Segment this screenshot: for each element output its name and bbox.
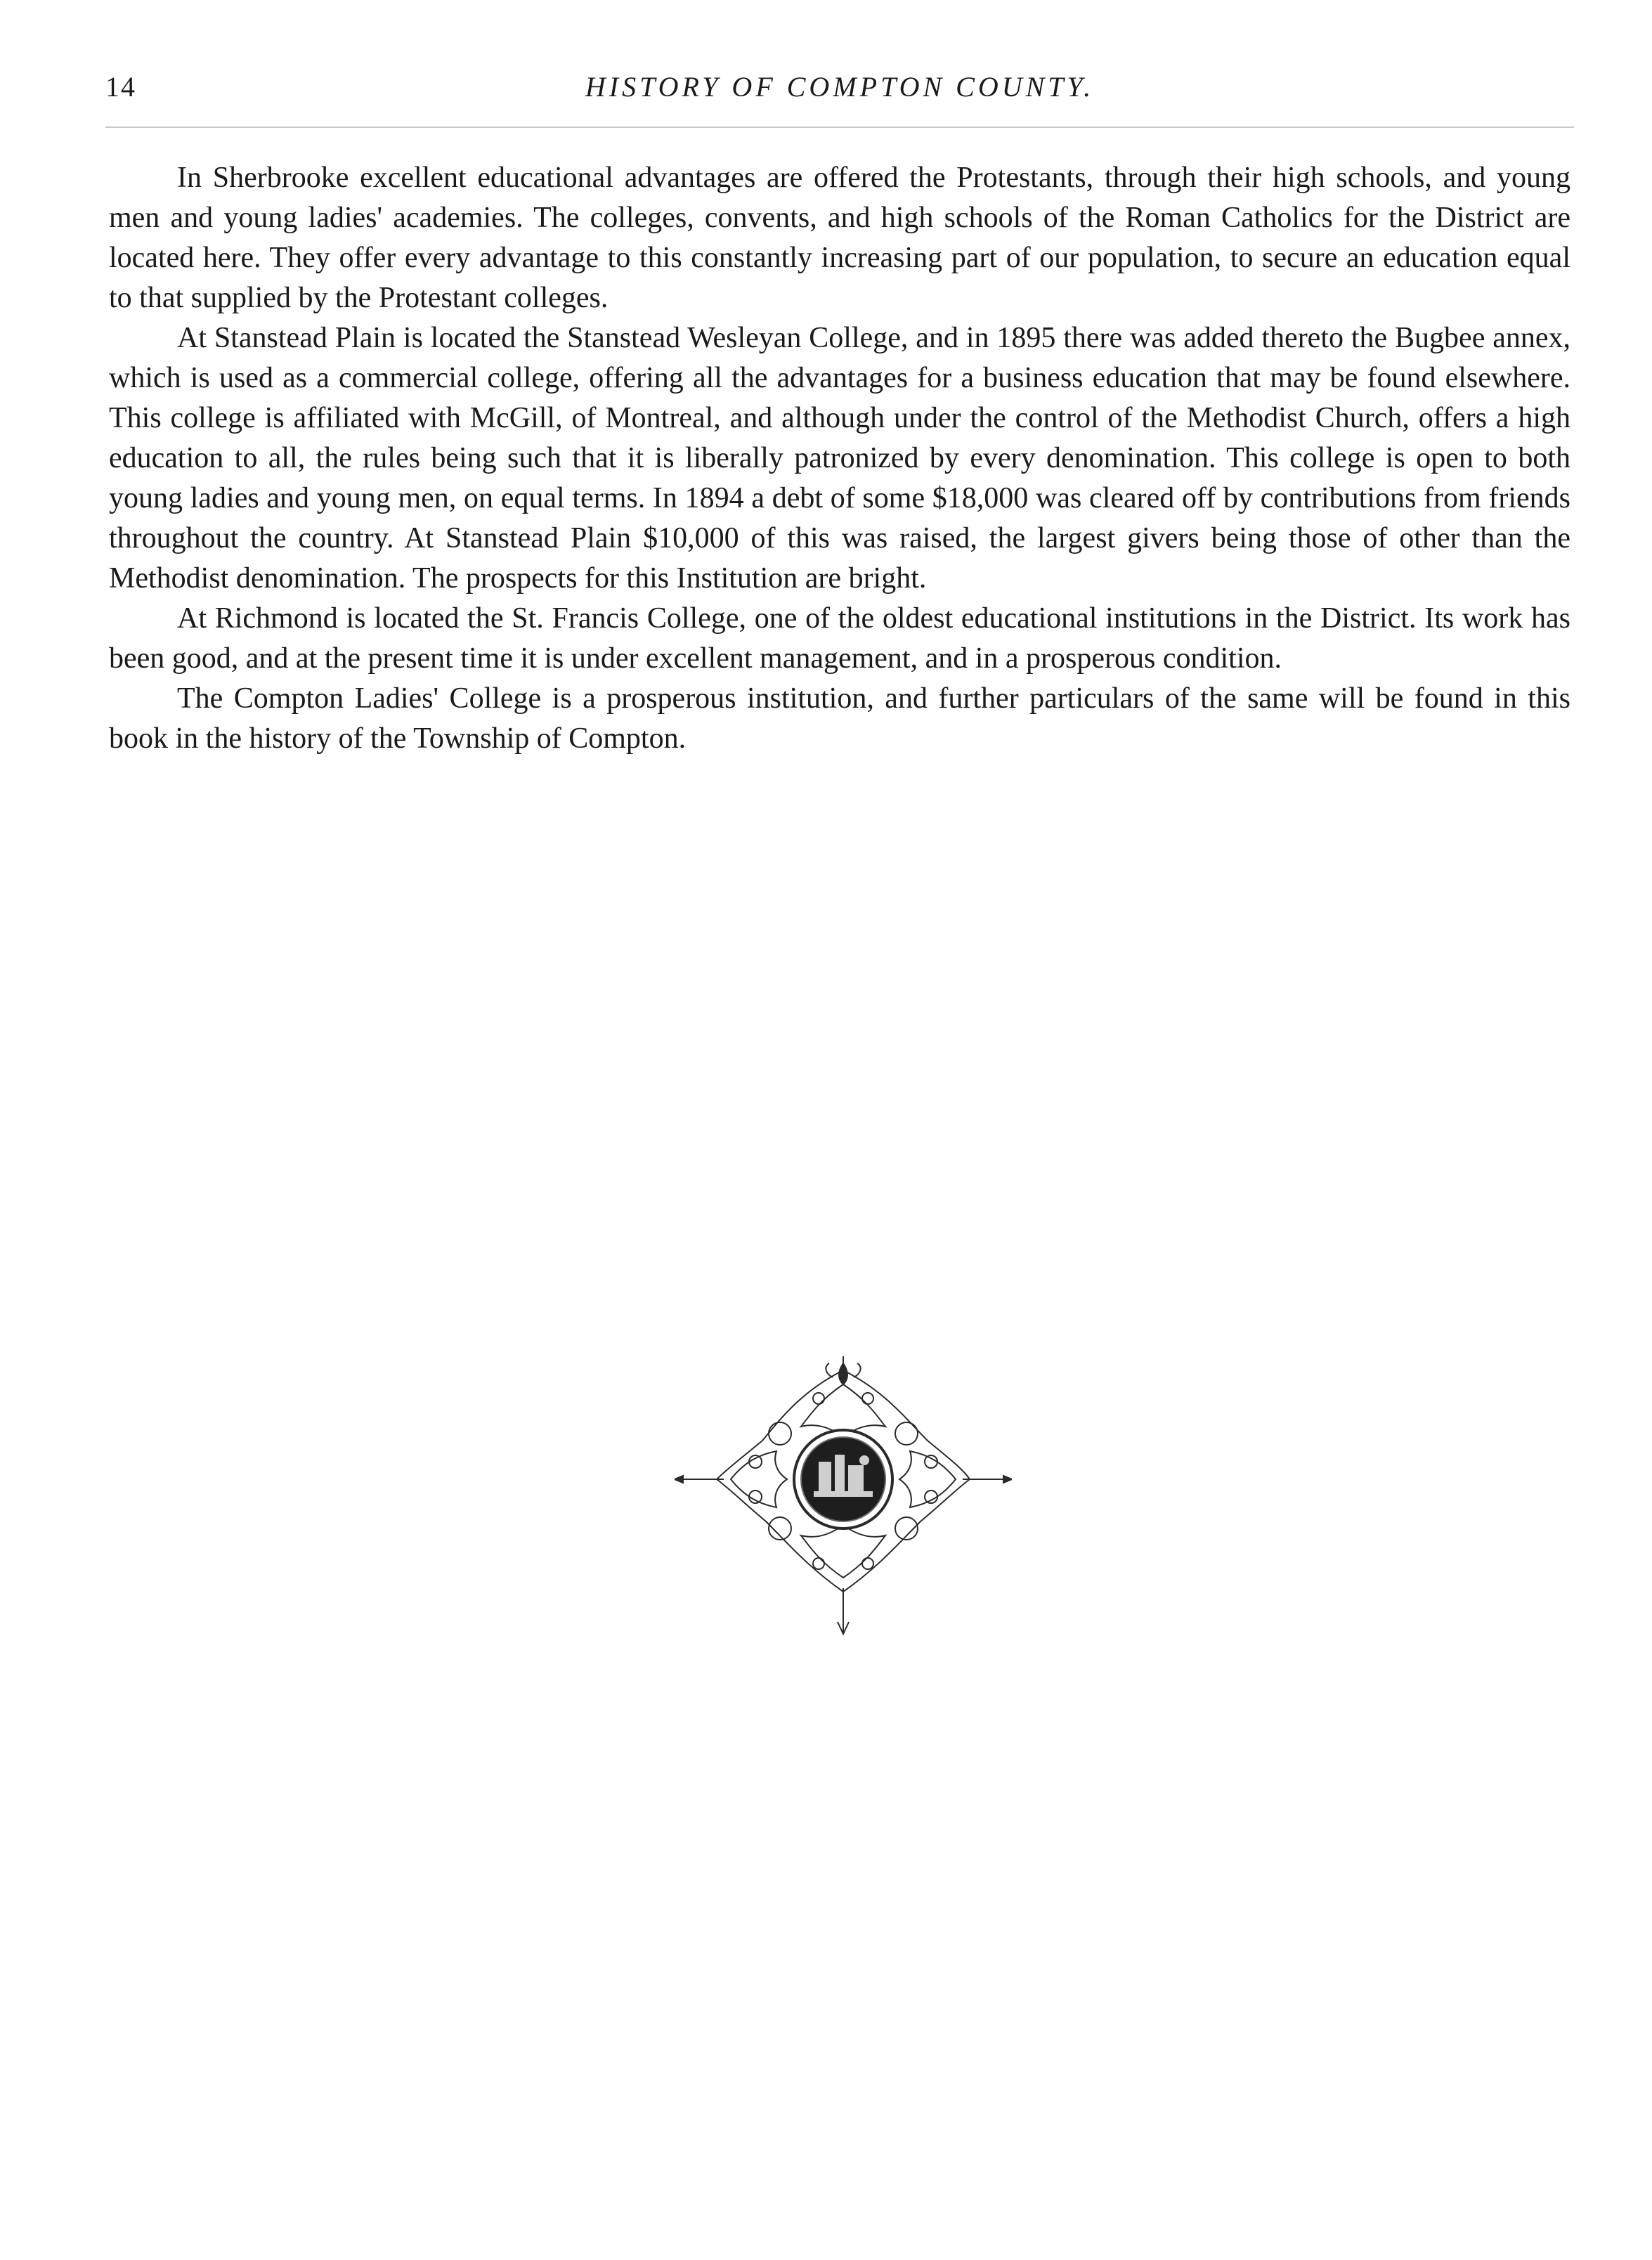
paragraph-compton-ladies-college: The Compton Ladies' College is a prosperous institution, and further particulars of the same will be found in this book in the history of the Township of Compton. — [109, 682, 1570, 755]
header-rule — [105, 126, 1574, 128]
decorative-vignette-icon — [675, 1356, 1012, 1637]
body-text — [109, 158, 1570, 759]
running-title: HISTORY OF COMPTON COUNTY. — [585, 71, 1095, 103]
page-header — [105, 70, 1574, 112]
paragraph-sherbrooke: In Sherbrooke excellent educational advantages are offered the Protestants, through their high schools, and young men and young ladies' academies. The colleges, convents, and high schools of the Roman Catholics for the District are located here. They offer every advantage to this constantly increasing part of our population, to secure an education equal to that supplied by the Protestant colleges. — [109, 162, 1570, 314]
paragraph-richmond: At Richmond is located the St. Francis College, one of the oldest educational institutions in the District. Its work has been good, and at the present time it is under excellent management, and in a prosperous condition. — [109, 602, 1570, 675]
page-number: 14 — [105, 71, 136, 103]
paragraph-stanstead: At Stanstead Plain is located the Stanstead Wesleyan College, and in 1895 there was added thereto the Bugbee annex, which is used as a commercial college, offering all the advantages for a business education that may be found elsewhere. This college is affiliated with McGill, of Montreal, and although under the control of the Methodist Church, offers a high education to all, the rules being such that it is liberally patronized by every denomination. This college is open to both young ladies and young men, on equal terms. In 1894 a debt of some $18,000 was cleared off by contributions from friends throughout the country. At Stanstead Plain $10,000 of this was raised, the largest givers being those of other than the Methodist denomination. The prospects for this Institution are bright. — [109, 322, 1570, 595]
